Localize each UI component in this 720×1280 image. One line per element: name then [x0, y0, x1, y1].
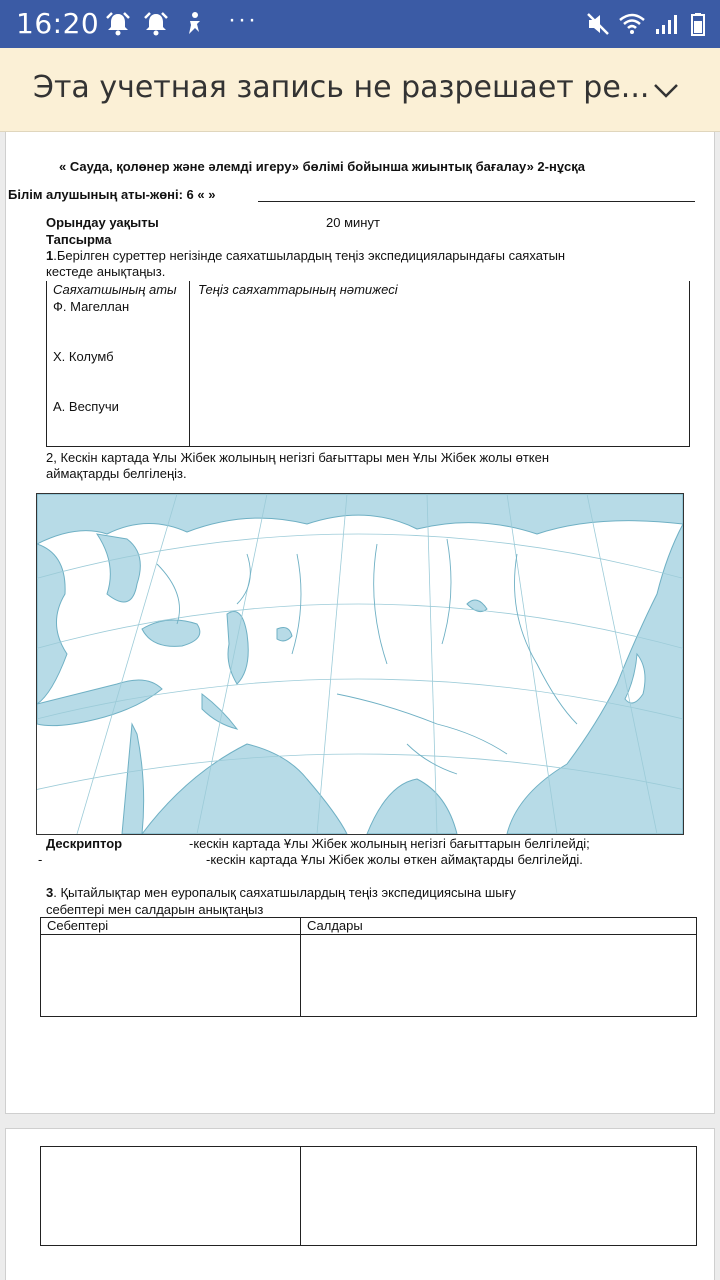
answer-cell[interactable] — [301, 1147, 697, 1246]
status-time: 16:20 — [16, 7, 100, 40]
alarm-icon — [104, 10, 132, 38]
student-name-line[interactable] — [258, 201, 695, 202]
task-label: Тапсырма — [46, 232, 112, 247]
exec-time-label: Орындау уақыты — [46, 215, 159, 230]
document-page — [5, 132, 715, 1114]
chevron-down-icon[interactable] — [653, 83, 679, 99]
answer-cell[interactable] — [190, 349, 689, 395]
question-1-line1: 1.Берілген суреттер негізінде саяхатшылардың теңіз экспедицияларындағы саяхатын — [46, 248, 566, 263]
continued-table — [40, 1146, 697, 1246]
travelers-table — [46, 281, 690, 447]
descriptor-dash: - — [38, 852, 43, 867]
answer-cell[interactable] — [190, 299, 689, 345]
descriptor-item-1: -кескін картада Ұлы Жібек жолының негізгі бағыттарын белгілейді; — [189, 836, 590, 851]
table-row: Ф. Магеллан — [53, 299, 130, 314]
account-warning-banner[interactable] — [0, 48, 720, 132]
document-page-2 — [5, 1128, 715, 1280]
alarm-icon — [142, 10, 170, 38]
answer-cell[interactable] — [301, 935, 697, 1017]
doc-title: « Сауда, қолөнер және әлемді игеру» бөлімі бойынша жиынтық бағалау» 2-нұсқа — [59, 159, 586, 174]
mute-icon — [584, 10, 612, 38]
table-header: Салдары — [301, 918, 697, 935]
table-header: Саяхатшының аты — [53, 282, 177, 297]
descriptor-label: Дескриптор — [46, 836, 123, 851]
question-3-line2: себептері мен салдарын анықтаңыз — [46, 902, 264, 917]
student-name-label: Білім алушының аты-жөні: 6 « » — [8, 187, 216, 202]
eurasia-outline-map — [37, 494, 683, 834]
exec-time-value: 20 минут — [326, 215, 380, 230]
question-3-line1: 3. Қытайлықтар мен еуропалық саяхатшылардың теңіз экспедициясына шығу — [46, 885, 516, 900]
table-header: Себептері — [41, 918, 301, 935]
outline-map[interactable] — [36, 493, 684, 835]
battery-icon — [686, 10, 714, 38]
banner-text: Эта учетная запись не разрешает ре... — [33, 70, 650, 105]
table-row: А. Веспучи — [53, 399, 119, 414]
descriptor-item-2: -кескін картада Ұлы Жібек жолы өткен аймақтарды белгілейді. — [206, 852, 583, 867]
answer-cell[interactable] — [41, 935, 301, 1017]
table-header: Теңіз саяхаттарының нәтижесі — [198, 282, 398, 297]
table-row: Х. Колумб — [53, 349, 114, 364]
causes-effects-table — [40, 917, 697, 1017]
question-2-line1: 2, Кескін картада Ұлы Жібек жолының негізгі бағыттары мен Ұлы Жібек жолы өткен — [46, 450, 550, 465]
wifi-icon — [618, 10, 646, 38]
question-1-line2: кестеде анықтаңыз. — [46, 264, 166, 279]
status-overflow: ··· — [228, 6, 258, 33]
accessibility-icon — [181, 10, 209, 38]
answer-cell[interactable] — [41, 1147, 301, 1246]
status-bar — [0, 0, 720, 48]
answer-cell[interactable] — [190, 399, 689, 445]
signal-icon — [654, 10, 682, 38]
question-2-line2: аймақтарды белгілеңіз. — [46, 466, 187, 481]
